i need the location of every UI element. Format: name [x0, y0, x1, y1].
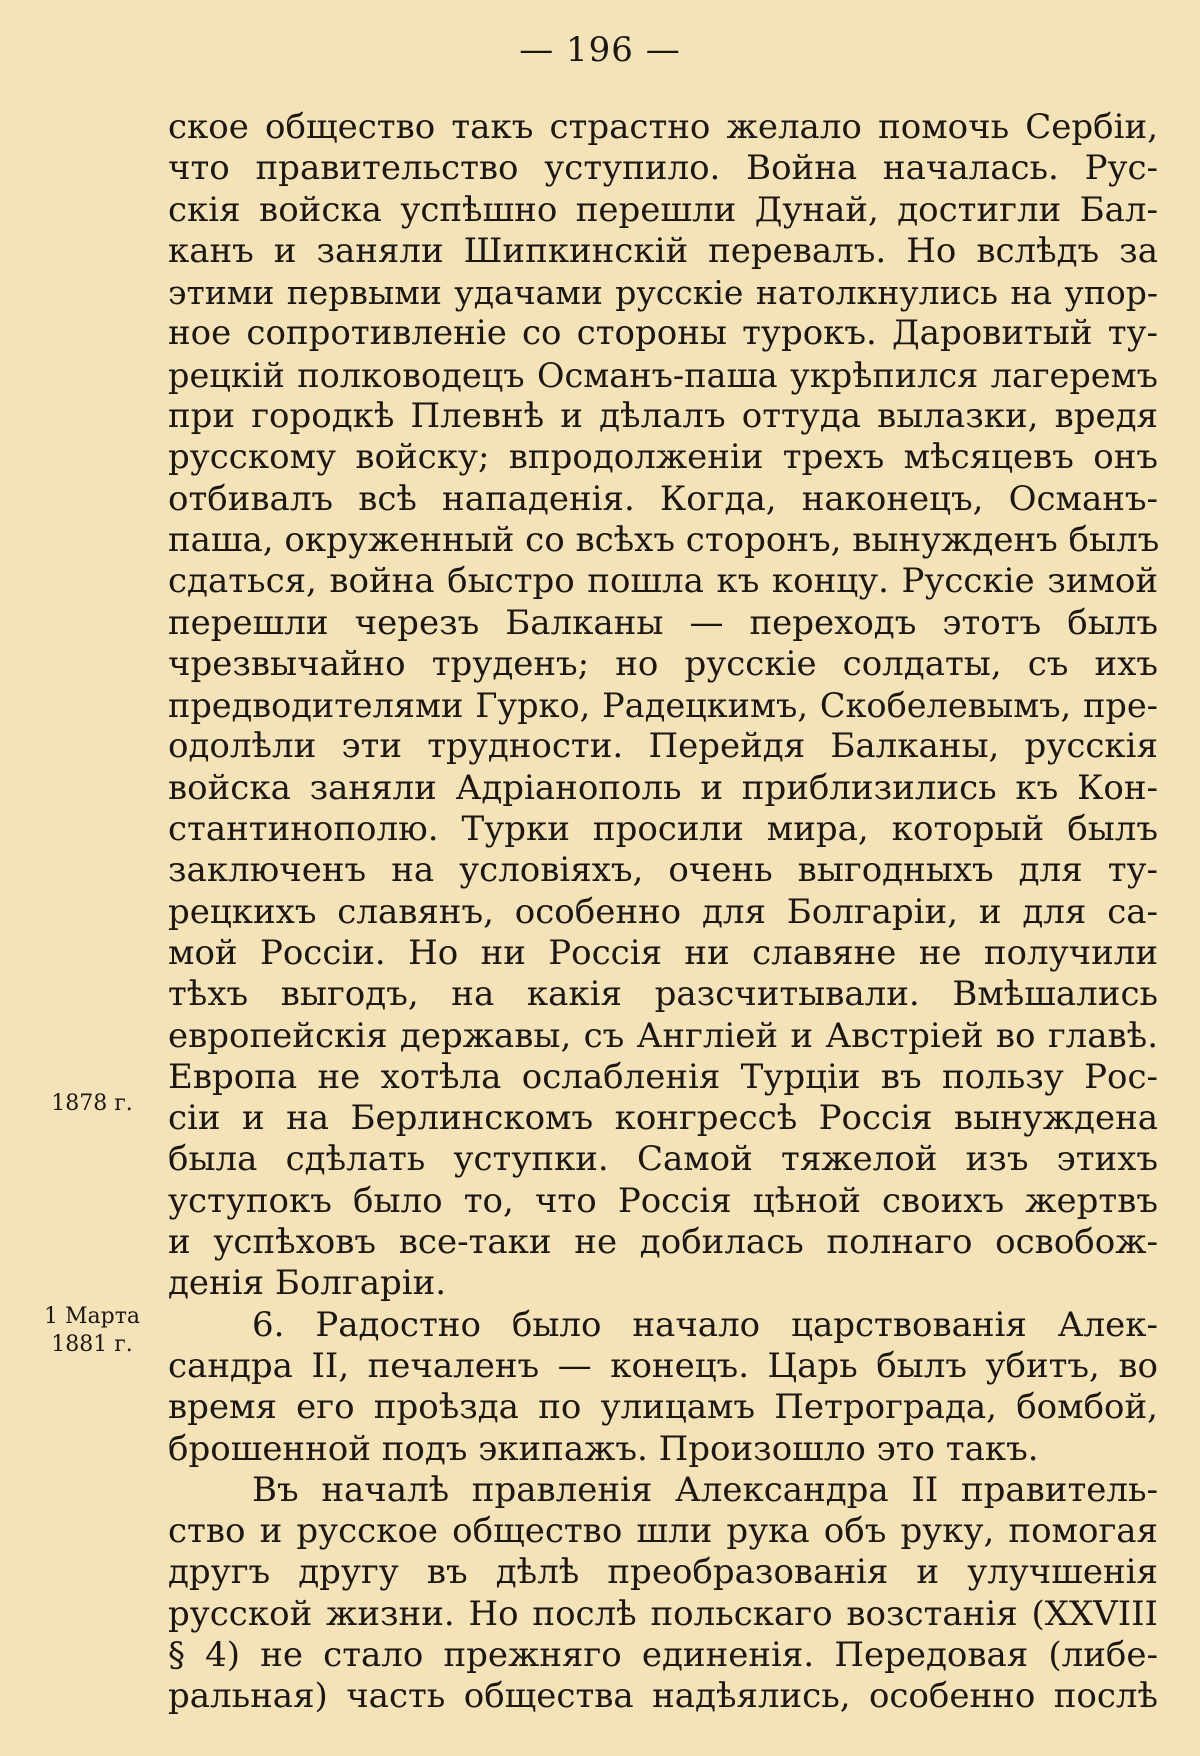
text-line: § 4) не стало прежняго единенія. Передовая (либе- [168, 1634, 1158, 1675]
text-line: тѣхъ выгодъ, на какія разсчитывали. Вмѣшались [168, 974, 1158, 1015]
text-line: русскому войску; впродолженіи трехъ мѣсяцевъ онъ [168, 437, 1158, 478]
text-line: другъ другу въ дѣлѣ преобразованія и улучшенія [168, 1552, 1158, 1593]
margin-note-1878 [42, 1090, 142, 1118]
text-line: канъ и заняли Шипкинскій перевалъ. Но вслѣдъ за [168, 230, 1158, 271]
text-line: и успѣховъ все-таки не добилась полнаго освобож- [168, 1222, 1158, 1263]
text-line: денія Болгаріи. [168, 1263, 447, 1304]
text-line: сдаться, война быстро пошла къ концу. Русскіе зимой [168, 561, 1158, 602]
margin-note-1881 [30, 1303, 154, 1359]
page-number: — 196 — [519, 30, 681, 70]
paragraph-start-line: 6. Радостно было начало царствованія Алек- [252, 1304, 1158, 1345]
text-line: мой Россіи. Но ни Россія ни славяне не получили [168, 932, 1158, 973]
text-line: предводителями Гурко, Радецкимъ, Скобелевымъ, пре- [168, 686, 1158, 726]
text-line: ральная) часть общества надѣялись, особенно послѣ [168, 1676, 1158, 1717]
text-line: паша, окруженный со всѣхъ сторонъ, вынужденъ былъ [168, 519, 1160, 560]
text-line: стантинополю. Турки просили мира, который былъ [168, 809, 1158, 850]
text-line: скія войска успѣшно перешли Дунай, достигли Бал- [168, 189, 1158, 230]
text-line: ное сопротивленіе со стороны турокъ. Даровитый ту- [168, 313, 1158, 354]
text-line: рецкій полководецъ Османъ-паша укрѣпился лагеремъ [168, 355, 1158, 395]
text-line: европейскія державы, съ Англіей и Австріей во главѣ. [168, 1015, 1158, 1056]
text-line: одолѣли эти трудности. Перейдя Балканы, русскія [168, 726, 1158, 767]
text-line: русской жизни. Но послѣ польскаго возстанія (XXVIII [168, 1593, 1158, 1634]
body-text [168, 107, 1158, 1718]
text-line: сіи и на Берлинскомъ конгрессѣ Россія вынуждена [168, 1098, 1158, 1139]
text-line: при городкѣ Плевнѣ и дѣлалъ оттуда вылазки, вредя [168, 396, 1158, 437]
paragraph-start-line: Въ началѣ правленія Александра II правитель- [252, 1469, 1158, 1510]
text-line: время его проѣзда по улицамъ Петрограда, бомбой, [168, 1387, 1158, 1428]
text-line: брошенной подъ экипажъ. Произошло это такъ. [168, 1428, 1039, 1469]
margin-note-text: 1878 г. [51, 1091, 133, 1116]
text-line: ское общество такъ страстно желало помочь Сербіи, [168, 107, 1158, 147]
text-line: этими первыми удачами русскіе натолкнулись на упор- [168, 273, 1158, 313]
text-line: сандра II, печаленъ — конецъ. Царь былъ убитъ, во [168, 1345, 1158, 1386]
text-line: была сдѣлать уступки. Самой тяжелой изъ этихъ [168, 1139, 1158, 1180]
text-line: рецкихъ славянъ, особенно для Болгаріи, и для са- [168, 891, 1158, 932]
text-line: заключенъ на условіяхъ, очень выгодныхъ для ту- [168, 850, 1158, 891]
text-line: войска заняли Адріанополь и приблизились къ Кон- [168, 767, 1158, 808]
margin-note-text: 1 Марта [43, 1304, 140, 1329]
text-line: отбивалъ всѣ нападенія. Когда, наконецъ, Османъ- [168, 478, 1158, 519]
margin-note-text: 1881 г. [51, 1332, 133, 1357]
text-line: ство и русское общество шли рука объ руку, помогая [168, 1511, 1158, 1552]
text-line: чрезвычайно труденъ; но русскіе солдаты, съ ихъ [168, 643, 1158, 684]
text-line: перешли черезъ Балканы — переходъ этотъ былъ [168, 602, 1158, 643]
text-line: уступокъ было то, что Россія цѣной своихъ жертвъ [168, 1180, 1158, 1221]
text-line: что правительство уступило. Война началась. Рус- [168, 148, 1158, 189]
text-line: Европа не хотѣла ослабленія Турціи въ пользу Рос- [168, 1056, 1158, 1097]
